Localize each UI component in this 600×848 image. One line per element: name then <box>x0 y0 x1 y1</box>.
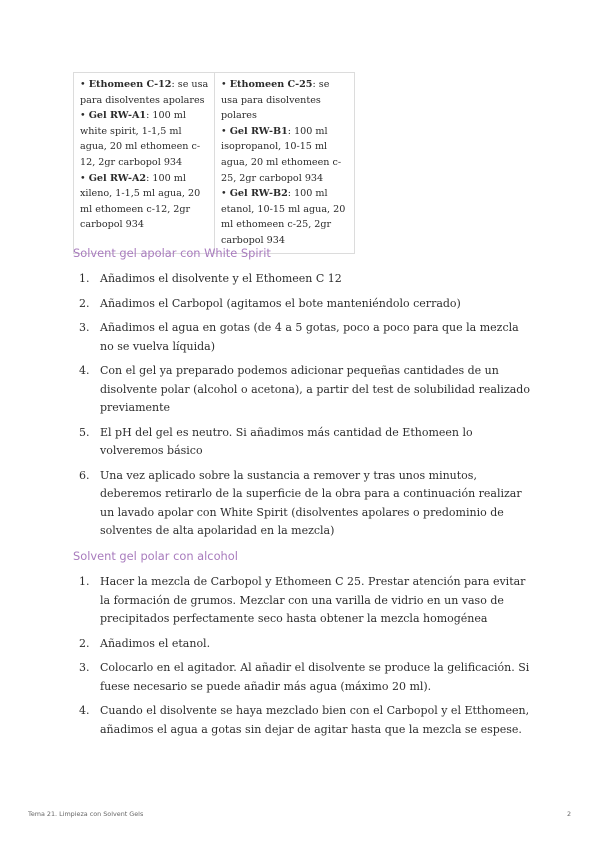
list-item <box>73 424 533 461</box>
step-text: Añadimos el Carbopol (agitamos el bote manteniéndolo cerrado) <box>100 296 461 310</box>
step-text: Hacer la mezcla de Carbopol y Ethomeen C 25. Prestar atención para evitar la formación de grumos. Mezclar con una varilla de vidrio en un vaso de precipitados perfectamente seco hasta obtener la mezcla homogénea <box>100 575 526 625</box>
step-text: Colocarlo en el agitador. Al añadir el disolvente se produce la gelificación. Si fuese necesario se puede añadir más agua (máximo 20 ml). <box>100 661 530 693</box>
step-text: Una vez aplicado sobre la sustancia a remover y tras unos minutos, deberemos retirarlo de la superficie de la obra para a continuación realizar un lavado apolar con White Spirit (disolventes apolares o predominio de solventes de alta apolaridad en la mezcla) <box>100 468 522 537</box>
list-item <box>73 295 533 314</box>
list-item <box>73 659 533 696</box>
bullet: • <box>221 79 230 90</box>
steps-list-polar <box>73 573 533 739</box>
step-number: 6. <box>79 468 90 482</box>
bullet: • <box>221 188 230 200</box>
table-entry <box>80 171 209 233</box>
step-text: Cuando el disolvente se haya mezclado bien con el Carbopol y el Etthomeen, añadimos el agua a gotas sin dejar de agitar hasta que la mezcla se espese. <box>100 704 530 736</box>
entry-text: : 100 ml white spirit, 1-1,5 ml agua, 20 ml ethomeen c-12, 2gr carbopol 934 <box>80 110 201 168</box>
steps-list-apolar <box>73 270 533 541</box>
entry-text: : 100 ml xileno, 1-1,5 ml agua, 20 ml ethomeen c-12, 2gr carbopol 934 <box>80 172 201 231</box>
list-item <box>73 635 533 654</box>
table-column-right <box>214 73 354 253</box>
entry-term: Gel RW-B1 <box>229 125 288 137</box>
step-text: Añadimos el disolvente y el Ethomeen C 12 <box>100 272 342 285</box>
entry-text: : se usa para disolventes apolares <box>80 79 209 106</box>
list-item <box>73 319 533 356</box>
entry-term: Gel RW-A1 <box>88 110 147 122</box>
step-number: 4. <box>79 364 90 377</box>
footer-title: Tema 21. Limpieza con Solvent Gels <box>28 810 144 818</box>
entry-term: Ethomeen C-12 <box>88 79 172 90</box>
bullet: • <box>221 125 230 137</box>
bullet: • <box>80 172 89 184</box>
step-text: Añadimos el agua en gotas (de 4 a 5 gotas, poco a poco para que la mezcla no se vuelva líquida) <box>100 321 519 353</box>
entry-text: : se usa para disolventes polares <box>221 79 330 122</box>
step-number: 2. <box>79 296 90 310</box>
table-entry <box>80 77 209 108</box>
step-number: 2. <box>79 636 90 650</box>
gel-recipes-table <box>73 72 355 254</box>
entry-text: : 100 ml etanol, 10-15 ml agua, 20 ml ethomeen c-25, 2gr carbopol 934 <box>221 188 346 246</box>
table-entry <box>221 124 349 186</box>
table-column-left <box>74 73 214 253</box>
list-item <box>73 702 533 739</box>
list-item <box>73 270 533 289</box>
step-text: El pH del gel es neutro. Si añadimos más cantidad de Ethomeen lo volveremos básico <box>100 425 473 457</box>
entry-text: : 100 ml isopropanol, 10-15 ml agua, 20 ml ethomeen c-25, 2gr carbopol 934 <box>221 125 342 184</box>
step-text: Añadimos el etanol. <box>100 636 211 650</box>
table-entry <box>80 108 209 170</box>
table-entry <box>221 77 349 124</box>
step-number: 1. <box>79 272 90 285</box>
step-number: 3. <box>79 321 90 334</box>
table-entry <box>221 186 349 248</box>
page-number: 2 <box>567 810 572 818</box>
bullet: • <box>80 79 89 90</box>
bullet: • <box>80 110 89 122</box>
entry-term: Ethomeen C-25 <box>229 79 313 90</box>
list-item <box>73 573 533 629</box>
step-number: 4. <box>79 704 90 717</box>
step-number: 3. <box>79 661 90 674</box>
step-text: Con el gel ya preparado podemos adicionar pequeñas cantidades de un disolvente polar (alcohol o acetona), a partir del test de solubilidad realizado previamente <box>100 364 530 414</box>
entry-term: Gel RW-B2 <box>229 188 288 200</box>
list-item <box>73 362 533 418</box>
list-item <box>73 467 533 541</box>
step-number: 5. <box>79 425 90 439</box>
entry-term: Gel RW-A2 <box>88 172 147 184</box>
section-heading-apolar: Solvent gel apolar con White Spirit <box>73 246 271 260</box>
step-number: 1. <box>79 575 90 588</box>
section-heading-polar: Solvent gel polar con alcohol <box>73 549 238 563</box>
